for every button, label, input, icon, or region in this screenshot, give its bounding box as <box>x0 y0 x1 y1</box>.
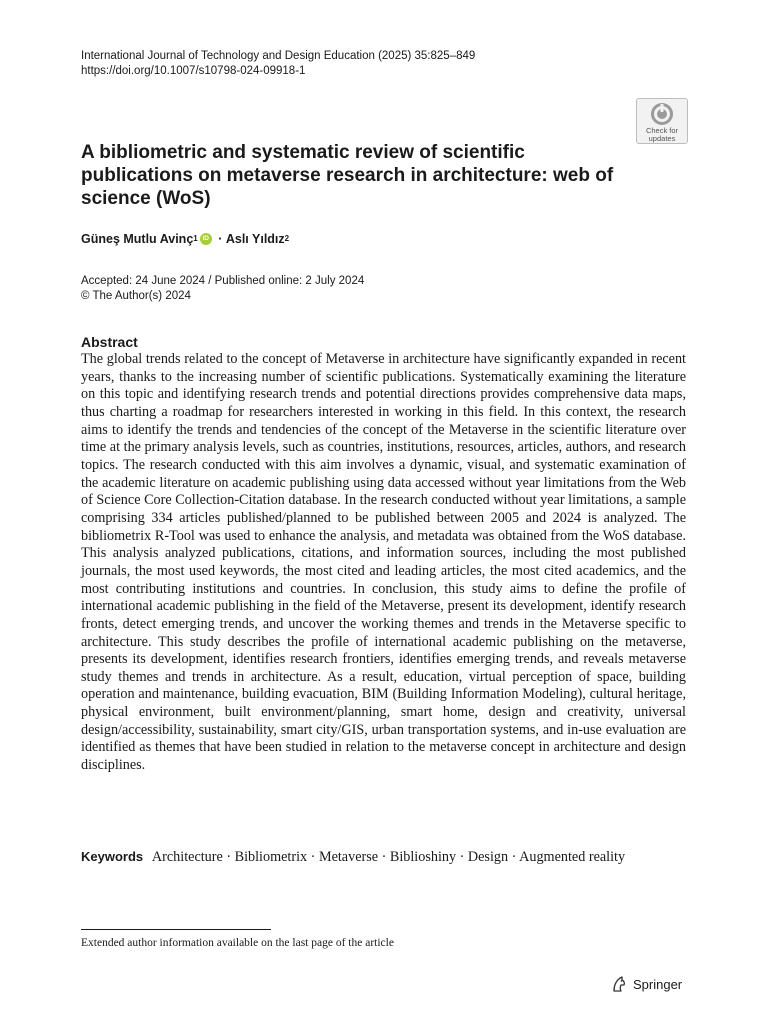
article-title: A bibliometric and systematic review of scientific publications on metaverse research in architecture: web of science (WoS) <box>81 142 614 209</box>
author-separator: · <box>214 232 226 246</box>
affiliation-marker: 2 <box>284 233 290 243</box>
abstract-body: The global trends related to the concept of Metaverse in architecture have significantly expanded in recent years, thanks to the increasing number of scientific publications. Systematically examining the literature on this topic and identifying research trends and potential directions provides comprehensive data maps, thus charting a roadmap for researchers interested in working in this field. In this context, the research aims to identify the trends and tendencies of the concept of the Metaverse in the scientific literature over time at the primary analysis levels, such as countries, institutions, resources, articles, authors, and research topics. The research conducted with this aim involves a dynamic, visual, and systematic examination of the academic literature on academic publishing using data accessed without year limitations from the Web of Science Core Collection-Citation database. In the research conducted without year limitations, a sample comprising 334 articles published/planned to be published between 2005 and 2024 is analyzed. The bibliometrix R-Tool was used to enhance the analysis, and metadata was obtained from the WoS database. This analysis analyzed publications, citations, and information sources, including the most published journals, the most used keywords, the most cited and leading articles, the most cited academics, and the most contributing institutions and countries. In conclusion, this study aims to define the profile of international academic publishing in the field of the Metaverse, present its development, identify research fronts, detect emerging trends, and uncover the working themes and trends in the Metaverse specific to architecture. This study describes the profile of international academic publishing on the metaverse, presents its development, identifies research frontiers, identifies emerging trends, and reveals metaverse study themes and trends in architecture. As a result, education, virtual perception of space, building operation and maintenance, building evacuation, BIM (Building Information Modeling), cultural heritage, physical environment, built environment/planning, smart home, design and creativity, universal design/accessibility, sustainability, smart city/GIS, urban transportation systems, and in-use evaluation are identified as themes that have been studied in relation to the metaverse concept in architecture and design disciplines. <box>81 351 686 774</box>
author-name: Güneş Mutlu Avinç <box>81 232 194 246</box>
abstract-heading: Abstract <box>81 334 138 350</box>
publisher-logo <box>610 975 682 993</box>
journal-citation: International Journal of Technology and Design Education (2025) 35:825–849 <box>81 50 476 62</box>
doi-link[interactable]: https://doi.org/10.1007/s10798-024-09918-1 <box>81 65 306 77</box>
footnote-divider <box>81 929 271 930</box>
author-name: Aslı Yıldız <box>225 232 285 246</box>
springer-horse-icon <box>610 975 628 993</box>
check-for-updates-badge[interactable] <box>636 98 688 144</box>
publication-dates <box>81 274 364 304</box>
check-for-updates-icon <box>650 102 674 126</box>
keywords-label: Keywords <box>81 849 144 864</box>
author-list <box>81 232 289 246</box>
keywords-list: Architecture · Bibliometrix · Metaverse · Biblioshiny · Design · Augmented reality <box>151 849 626 865</box>
affiliation-marker: 1 <box>193 233 198 243</box>
accepted-published-date: Accepted: 24 June 2024 / Published online: 2 July 2024 <box>81 275 365 287</box>
orcid-icon[interactable]: iD <box>200 233 212 245</box>
keywords-section <box>81 848 686 867</box>
journal-header <box>81 49 475 79</box>
copyright-line: © The Author(s) 2024 <box>81 290 191 302</box>
badge-text: Check for updates <box>645 126 679 143</box>
footnote: Extended author information available on the last page of the article <box>81 937 394 949</box>
publisher-name: Springer <box>633 976 683 992</box>
